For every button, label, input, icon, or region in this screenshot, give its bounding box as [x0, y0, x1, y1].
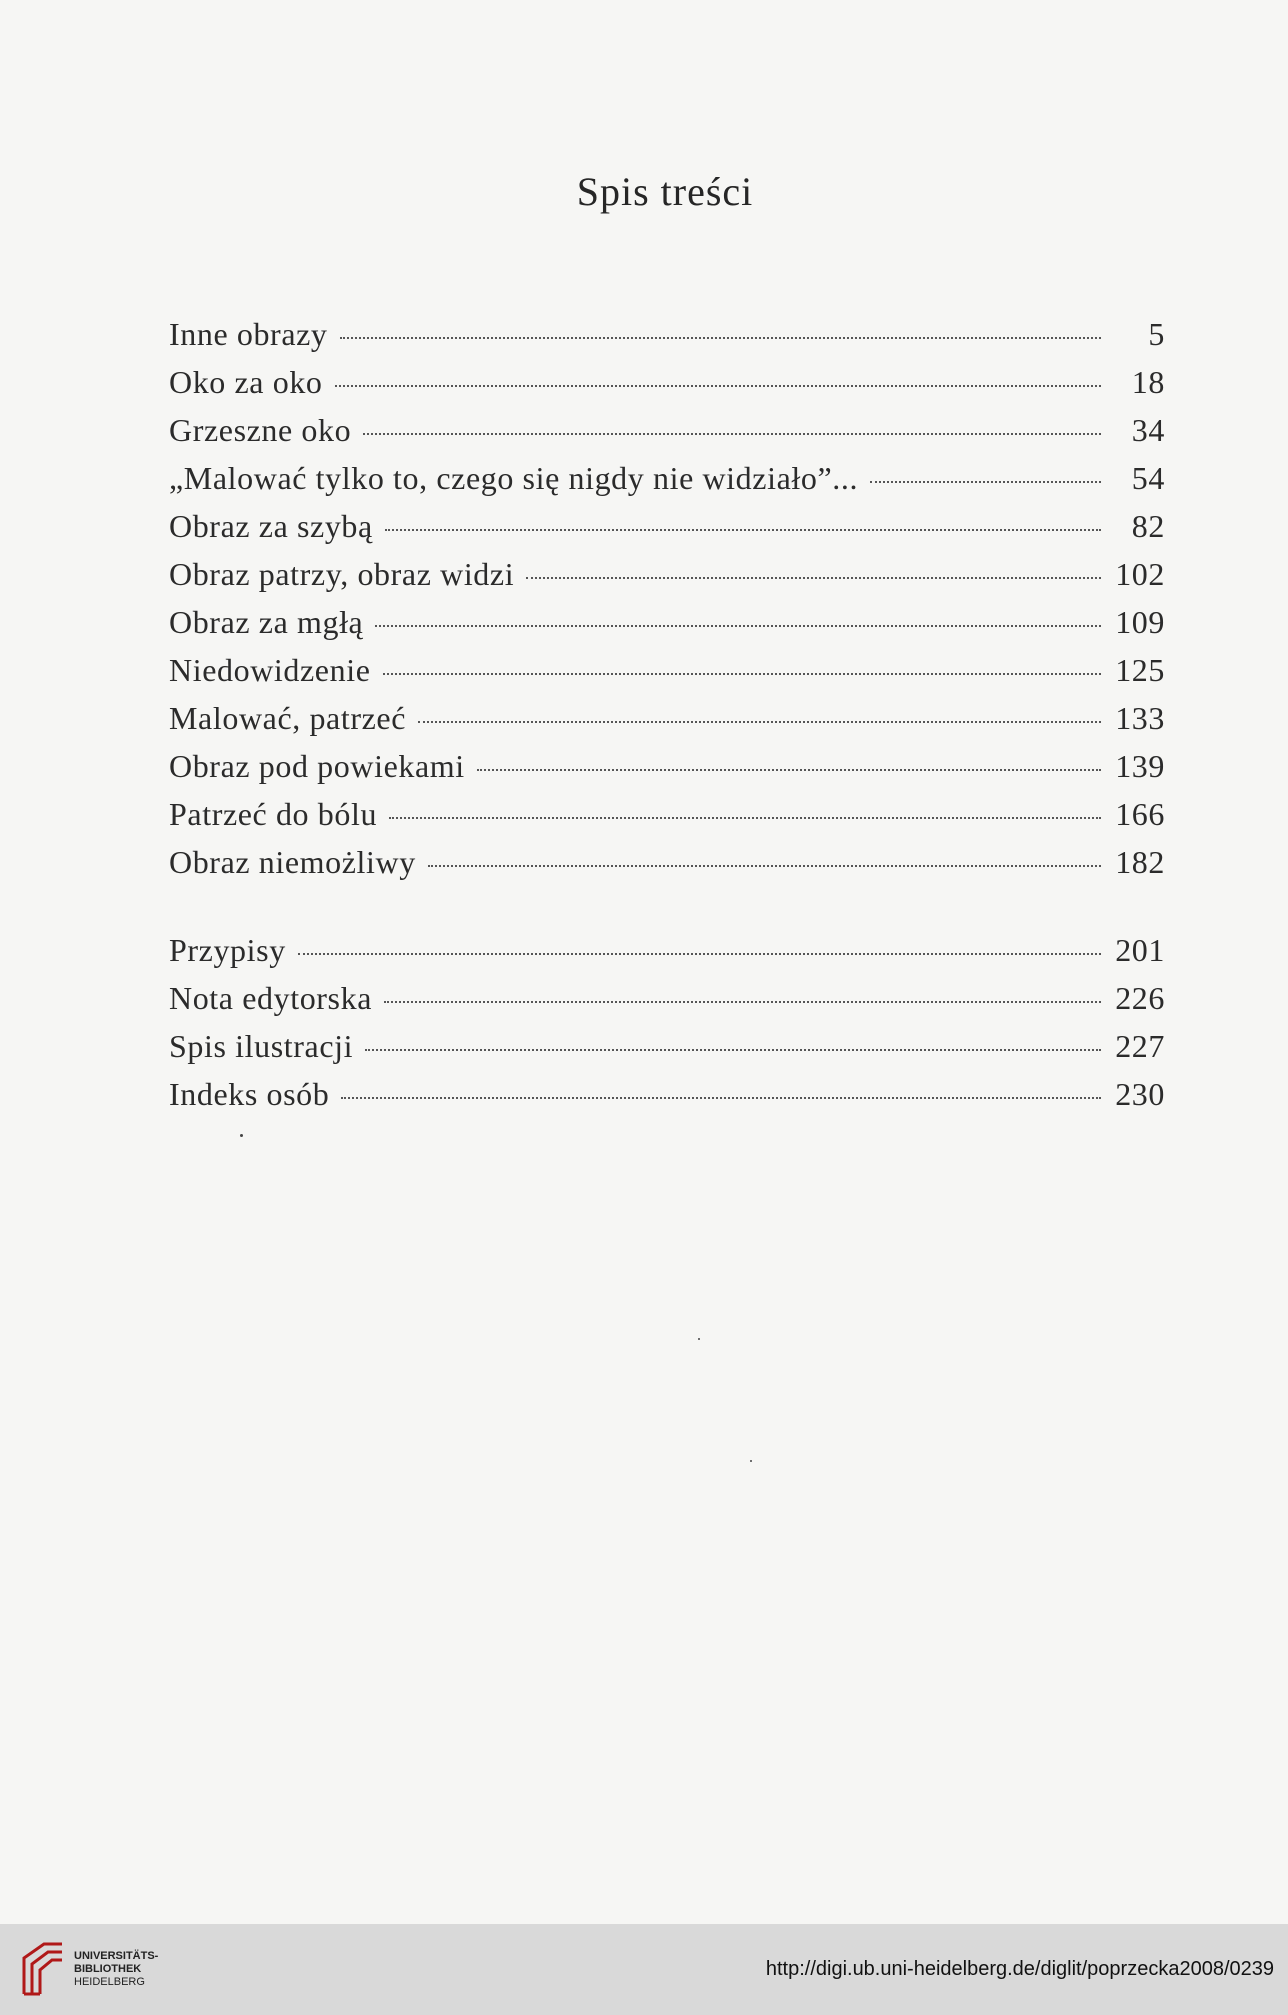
toc-entry	[169, 700, 1165, 748]
toc-entry-label: „Malować tylko to, czego się nigdy nie widziało”...	[169, 460, 859, 496]
toc-entry-label: Spis ilustracji	[169, 1028, 354, 1064]
dot-leader	[428, 865, 1101, 867]
toc-entry-label: Obraz za szybą	[169, 508, 373, 544]
dot-leader	[335, 385, 1101, 387]
toc-entry-page: 102	[1115, 556, 1165, 592]
library-name-line3: HEIDELBERG	[74, 1976, 145, 1988]
toc-entry	[169, 748, 1165, 796]
toc-entry	[169, 460, 1165, 508]
dot-leader	[341, 1097, 1101, 1099]
toc-entry-page: 18	[1131, 364, 1165, 400]
toc-entry-label: Patrzeć do bólu	[169, 796, 378, 832]
toc-entry	[169, 932, 1165, 980]
toc-entry-page: 227	[1115, 1028, 1165, 1064]
toc-entry	[169, 652, 1165, 700]
paper-speck	[698, 1338, 700, 1340]
toc-back-matter-list	[169, 932, 1165, 1124]
toc-entry-label: Obraz niemożliwy	[169, 844, 416, 880]
dot-leader	[477, 769, 1101, 771]
toc-entry-page: 139	[1115, 748, 1165, 784]
toc-entry-label: Malować, patrzeć	[169, 700, 407, 736]
toc-entry	[169, 508, 1165, 556]
toc-entry-label: Inne obrazy	[169, 316, 328, 352]
ub-heidelberg-logo-icon	[18, 1936, 68, 2002]
toc-entry-page: 5	[1148, 316, 1165, 352]
paper-speck	[240, 1134, 243, 1137]
toc-entry-page: 226	[1115, 980, 1165, 1016]
library-name	[74, 1950, 158, 1989]
toc-entry	[169, 364, 1165, 412]
dot-leader	[384, 1001, 1101, 1003]
source-url[interactable]: http://digi.ub.uni-heidelberg.de/diglit/poprzecka2008/0239	[765, 1958, 1274, 1980]
dot-leader	[418, 721, 1101, 723]
library-name-line2: BIBLIOTHEK	[74, 1963, 142, 1975]
toc-entry-page: 54	[1131, 460, 1165, 496]
toc-entry-page: 125	[1115, 652, 1165, 688]
toc-entry-label: Indeks osób	[169, 1076, 330, 1112]
toc-entry	[169, 412, 1165, 460]
toc-main-list	[169, 316, 1165, 892]
toc-entry-label: Grzeszne oko	[169, 412, 352, 448]
toc-entry-label: Nota edytorska	[169, 980, 373, 1016]
toc-entry	[169, 316, 1165, 364]
dot-leader	[870, 481, 1101, 483]
dot-leader	[389, 817, 1101, 819]
library-name-line1: UNIVERSITÄTS-	[74, 1950, 159, 1962]
page-title: Spis treści	[576, 169, 754, 214]
paper-speck	[750, 1460, 752, 1462]
toc-entry	[169, 604, 1165, 652]
digitization-footer	[0, 1924, 1288, 2015]
dot-leader	[375, 625, 1101, 627]
toc-entry-page: 34	[1131, 412, 1165, 448]
dot-leader	[340, 337, 1101, 339]
toc-entry-page: 109	[1115, 604, 1165, 640]
toc-entry-page: 201	[1115, 932, 1165, 968]
toc-entry-page: 230	[1115, 1076, 1165, 1112]
toc-entry-page: 182	[1115, 844, 1165, 880]
dot-leader	[385, 529, 1101, 531]
toc-entry-page: 133	[1115, 700, 1165, 736]
toc-entry	[169, 1076, 1165, 1124]
toc-entry-label: Obraz za mgłą	[169, 604, 364, 640]
toc-entry-label: Oko za oko	[169, 364, 323, 400]
toc-entry-label: Obraz pod powiekami	[169, 748, 465, 784]
toc-entry-label: Przypisy	[169, 932, 286, 968]
dot-leader	[298, 953, 1101, 955]
toc-entry	[169, 796, 1165, 844]
toc-entry	[169, 1028, 1165, 1076]
toc-entry-page: 166	[1115, 796, 1165, 832]
toc-entry	[169, 556, 1165, 604]
toc-entry-label: Obraz patrzy, obraz widzi	[169, 556, 515, 592]
dot-leader	[526, 577, 1101, 579]
dot-leader	[365, 1049, 1101, 1051]
toc-entry	[169, 844, 1165, 892]
toc-entry	[169, 980, 1165, 1028]
dot-leader	[363, 433, 1101, 435]
toc-entry-label: Niedowidzenie	[169, 652, 371, 688]
toc-entry-page: 82	[1131, 508, 1165, 544]
dot-leader	[383, 673, 1101, 675]
